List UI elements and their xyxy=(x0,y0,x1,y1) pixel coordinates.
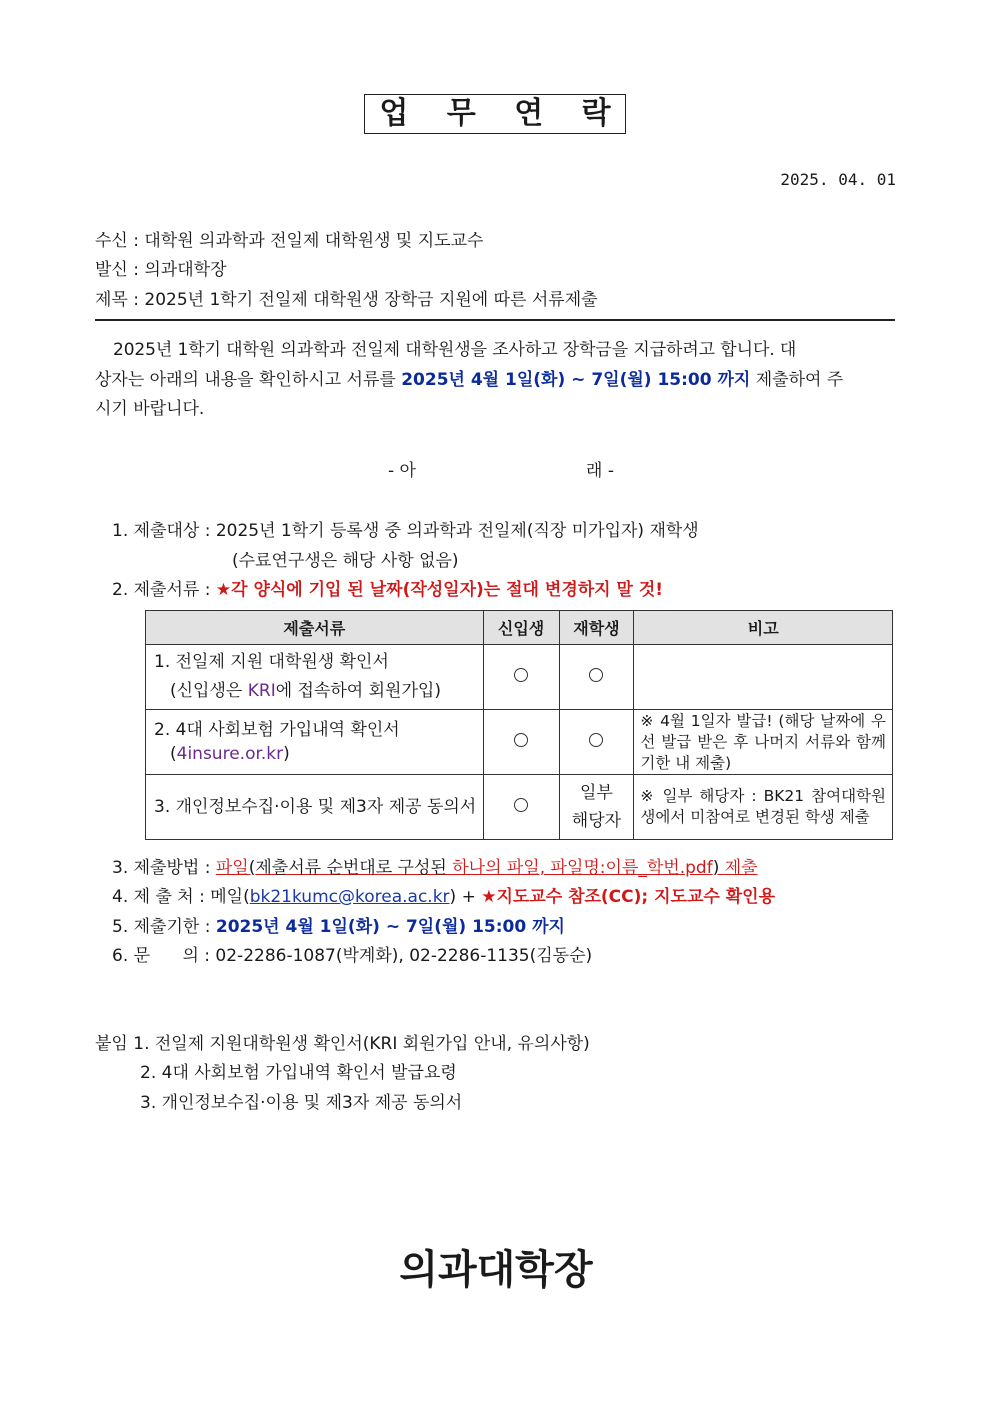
doc-sub-start: ( xyxy=(170,744,177,764)
item-destination xyxy=(112,882,775,907)
attachment-2: 2. 4대 사회보험 가입내역 확인서 발급요령 xyxy=(140,1063,457,1083)
recipient-line: 수신 : 대학원 의과학과 전일제 대학원생 및 지도교수 xyxy=(95,231,484,251)
intro-line-2 xyxy=(95,366,895,396)
circle-mark-icon xyxy=(589,733,603,747)
remarks-cell: ※ 4월 1일자 발급! (해당 날짜에 우선 발급 받은 후 나머지 서류와 함께 기한 내 제출) xyxy=(634,710,893,775)
circle-mark-icon xyxy=(514,668,528,682)
file-text: 파일 xyxy=(215,858,249,878)
notice-heading-left: - 아 xyxy=(388,461,416,481)
remarks-cell: ※ 일부 해당자 : BK21 참여대학원생에서 미참여로 변경된 학생 제출 xyxy=(634,775,893,840)
circle-mark-icon xyxy=(589,668,603,682)
item-method-label: 3. 제출방법 : xyxy=(112,858,216,878)
item-documents-label: 2. 제출서류 : xyxy=(112,580,216,600)
item-deadline xyxy=(112,912,565,937)
new-student-cell xyxy=(483,645,559,710)
table-row xyxy=(146,775,893,840)
doc-sub-end: ) xyxy=(283,744,290,764)
item-deadline-label: 5. 제출기한 : xyxy=(112,917,216,937)
current-student-cell xyxy=(559,645,634,710)
intro-paragraph xyxy=(95,336,895,425)
new-student-cell xyxy=(483,775,559,840)
item-target-note: (수료연구생은 해당 사항 없음) xyxy=(232,551,459,571)
item-documents-warning: ★각 양식에 기입 된 날짜(작성일자)는 절대 변경하지 말 것! xyxy=(215,580,664,600)
item-documents xyxy=(112,575,663,600)
doc-cell xyxy=(146,645,484,710)
attachment-1: 붙임 1. 전일제 지원대학원생 확인서(KRI 회원가입 안내, 유의사항) xyxy=(95,1034,590,1054)
deadline-value: 2025년 4월 1일(화) ~ 7일(월) 15:00 까지 xyxy=(215,917,565,937)
notice-heading-right: 래 - xyxy=(586,461,614,481)
file-name-rule: 하나의 파일, 파일명:이름_학번.pdf xyxy=(452,858,713,878)
doc-name: 2. 4대 사회보험 가입내역 확인서 xyxy=(154,720,400,740)
item-target: 1. 제출대상 : 2025년 1학기 등록생 중 의과학과 전일제(직장 미가입자) 재학생 xyxy=(112,521,699,541)
table-header-row xyxy=(146,611,893,645)
method-detail: (제출서류 순번대로 구성된 xyxy=(248,858,453,878)
intro-line-1: 2025년 1학기 대학원 의과학과 전일제 대학원생을 조사하고 장학금을 지급하려고 합니다. 대 xyxy=(113,340,797,360)
item-destination-plus: ) + xyxy=(449,887,482,907)
email-link[interactable]: bk21kumc@korea.ac.kr xyxy=(249,887,450,907)
table-row xyxy=(146,645,893,710)
header-new-student: 신입생 xyxy=(483,611,559,645)
subject-line: 제목 : 2025년 1학기 전일제 대학원생 장학금 지원에 따른 서류제출 xyxy=(95,290,598,310)
doc-sub-end: 에 접속하여 회원가입) xyxy=(275,681,441,701)
doc-sub xyxy=(154,677,477,706)
item-method xyxy=(112,853,758,878)
document-title: 업 무 연 락 xyxy=(364,94,626,134)
doc-cell: 3. 개인정보수집·이용 및 제3자 제공 동의서 xyxy=(146,775,484,840)
method-close: ) xyxy=(712,858,725,878)
new-student-cell xyxy=(483,710,559,775)
partial-text: 일부 xyxy=(580,783,613,803)
current-student-cell xyxy=(559,775,634,840)
doc-sub-start: (신입생은 xyxy=(170,681,248,701)
attachment-3: 3. 개인정보수집·이용 및 제3자 제공 동의서 xyxy=(140,1093,463,1113)
intro-line-3: 시기 바랍니다. xyxy=(95,399,205,419)
documents-table xyxy=(145,610,893,840)
kri-text: KRI xyxy=(247,681,276,701)
insure-site-text: 4insure.or.kr xyxy=(176,744,284,764)
remarks-cell xyxy=(634,645,893,710)
intro-deadline: 2025년 4월 1일(화) ~ 7일(월) 15:00 까지 xyxy=(401,369,751,390)
header-current-student: 재학생 xyxy=(559,611,634,645)
item-destination-label: 4. 제 출 처 : 메일( xyxy=(112,887,250,907)
intro-line-2-start: 상자는 아래의 내용을 확인하시고 서류를 xyxy=(95,369,402,390)
item-contact: 6. 문 의 : 02-2286-1087(박계화), 02-2286-1135(김동순) xyxy=(112,946,593,966)
doc-sub xyxy=(154,742,477,766)
document-date: 2025. 04. 01 xyxy=(780,170,896,189)
advisor-cc-warning: ★지도교수 참조(CC); 지도교수 확인용 xyxy=(481,887,775,907)
submit-text: 제출 xyxy=(724,858,758,878)
doc-cell xyxy=(146,710,484,775)
current-student-cell xyxy=(559,710,634,775)
doc-name: 1. 전일제 지원 대학원생 확인서 xyxy=(154,652,389,672)
circle-mark-icon xyxy=(514,733,528,747)
header-document: 제출서류 xyxy=(146,611,484,645)
applicable-text: 해당자 xyxy=(571,811,622,831)
header-remarks: 비고 xyxy=(634,611,893,645)
circle-mark-icon xyxy=(514,798,528,812)
intro-line-2-end: 제출하여 주 xyxy=(750,369,844,390)
header-divider xyxy=(95,319,895,321)
sender-line: 발신 : 의과대학장 xyxy=(95,260,227,280)
signature: 의과대학장 xyxy=(399,1247,593,1293)
table-row xyxy=(146,710,893,775)
